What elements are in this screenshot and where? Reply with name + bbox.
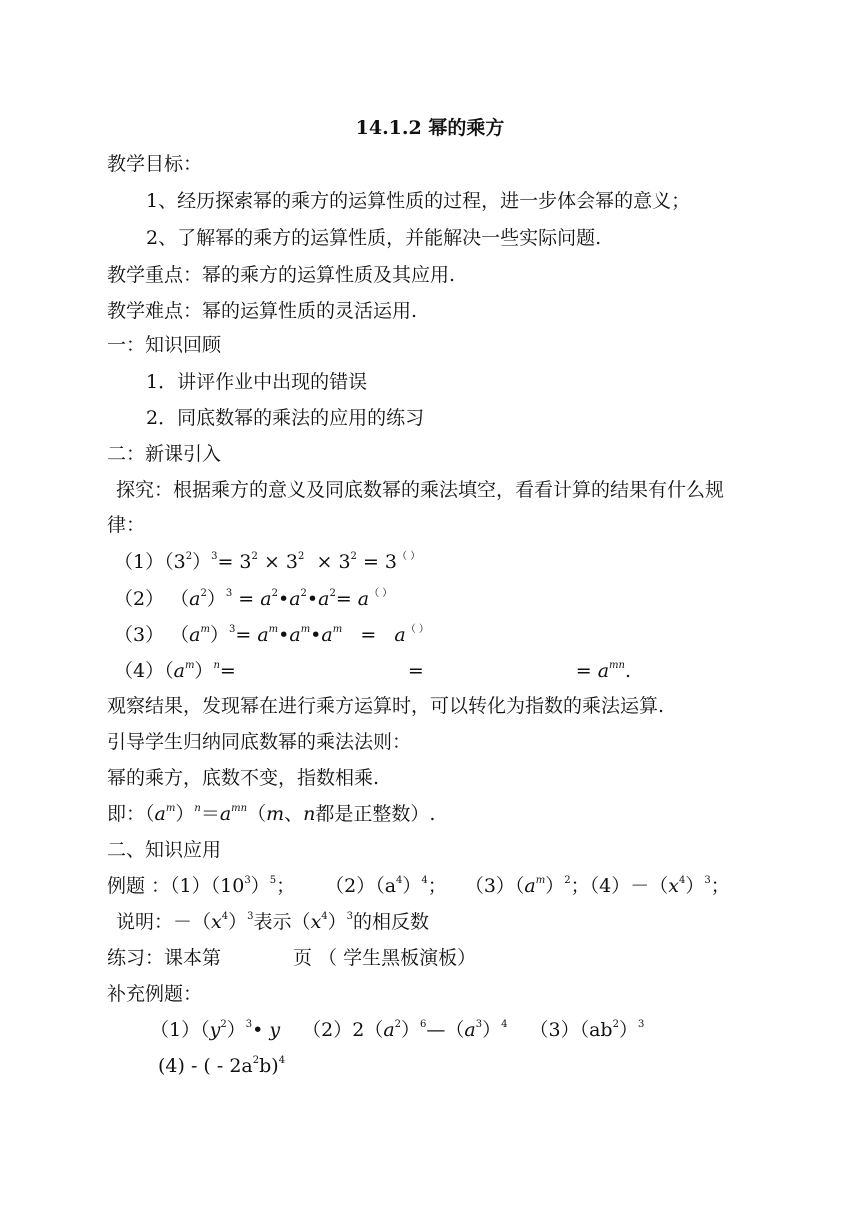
review-item-2: 2．同底数幂的乘法的应用的练习 [146, 407, 425, 429]
exercise-3: （3） $(a^m)^3=$ $a^m•a^m•a^m$ = a（ ） [114, 624, 429, 646]
example-problems: 例题 ：$(1)(10^3)^5$； $(2)(a^4)^4$； $(3)(a^m)^2$；$(4)-(x^4)^3$； [107, 875, 730, 897]
exercise-2: （2） $(a^2)^3$ = $a^2•a^2•a^2= a^{( )}$ [114, 588, 393, 610]
explore-line-1: 探究：根据乘方的意义及同底数幂的乘法填空，看看计算的结果有什么规 [116, 479, 725, 501]
guide-text: 引导学生归纳同底数幂的乘法法则： [107, 731, 412, 753]
supplement-heading: 补充例题： [107, 983, 203, 1005]
practice-line: 练习：课本第 页 （ 学生黑板演板） [107, 947, 477, 969]
supplement-problems-1-3: $(1)(y^2)^3•$ y $(2)2(a^2)^6—(a^3)^4$ $(3)(ab^2)^3$ [150, 1019, 645, 1041]
explanation: 说明：$-(x^4)^3$表示$(x^4)^3$的相反数 [116, 911, 430, 933]
section-application: 二、知识应用 [107, 839, 222, 861]
section-review: 一：知识回顾 [107, 334, 222, 356]
supplement-problem-4: (4) - ( - $2a^2b)^4$ [158, 1055, 286, 1077]
exercise-1: $(1)(3^2)^3= 3^2 \times 3^2 \times 3^2 = 3^{( )}$ [114, 551, 421, 573]
exercise-4: $(4)(a^m)^n=$ = = $a^{mn}$. [114, 660, 632, 682]
objective-2: 2、了解幂的乘方的运算性质，并能解决一些实际问题. [146, 227, 602, 249]
review-item-1: 1．讲评作业中出现的错误 [146, 371, 368, 393]
power-rule: 幂的乘方，底数不变，指数相乘. [107, 767, 380, 789]
rule-formula: 即：$(a^m)^n=a^{mn}(m$、n都是正整数）. [107, 803, 436, 825]
observation: 观察结果，发现幂在进行乘方运算时，可以转化为指数的乘法运算. [107, 695, 665, 717]
section-new-lesson: 二：新课引入 [107, 443, 222, 465]
difficulty: 教学难点：幂的运算性质的灵活运用. [107, 300, 418, 322]
explore-line-2: 律： [107, 514, 146, 536]
objective-1: 1、经历探索幂的乘方的运算性质的过程，进一步体会幂的意义； [146, 190, 691, 212]
objectives-heading: 教学目标： [107, 153, 203, 175]
page-title: 14.1.2 幂的乘方 [355, 117, 505, 139]
key-point: 教学重点：幂的乘方的运算性质及其应用. [107, 264, 456, 286]
